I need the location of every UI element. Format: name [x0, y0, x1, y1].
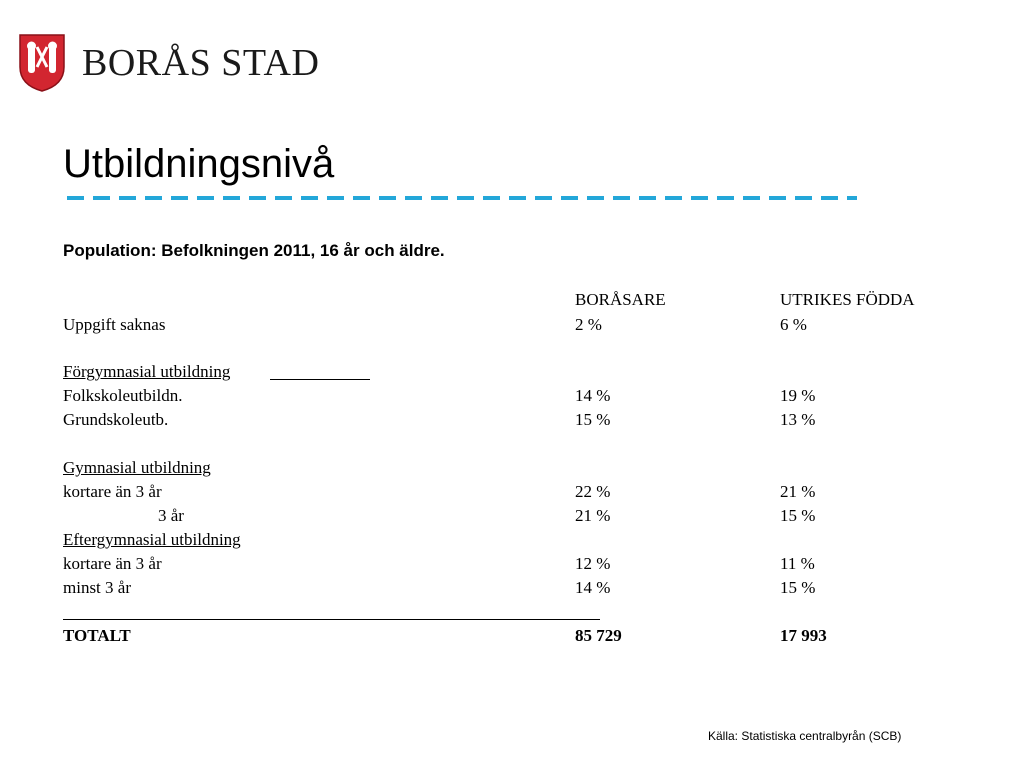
row-label: Folkskoleutbildn. [63, 386, 183, 405]
row-value-boras: 14 % [575, 578, 611, 597]
section-heading-post-secondary: Eftergymnasial utbildning [63, 530, 241, 549]
slide-title: Utbildningsnivå [63, 142, 335, 186]
row-value-boras: 12 % [575, 554, 611, 573]
logo-text: BORÅS STAD [82, 42, 320, 84]
row-value-foreign: 21 % [780, 482, 816, 501]
row-value-foreign: 13 % [780, 410, 816, 429]
row-value-boras: 2 % [575, 315, 602, 334]
coat-of-arms-icon [18, 33, 66, 93]
row-value-boras: 21 % [575, 506, 611, 525]
row-value-foreign: 11 % [780, 554, 815, 573]
header-borasare: BORÅSARE [575, 290, 666, 309]
row-value-boras: 22 % [575, 482, 611, 501]
total-divider [63, 619, 600, 620]
row-value-boras: 15 % [575, 410, 611, 429]
dashed-divider [67, 196, 857, 200]
section-heading-pre-secondary: Förgymnasial utbildning [63, 362, 231, 381]
row-label: Grundskoleutb. [63, 410, 169, 429]
row-label-missing: Uppgift saknas [63, 315, 166, 334]
total-value-boras: 85 729 [575, 626, 622, 645]
header-utrikes-fodda: UTRIKES FÖDDA [780, 290, 915, 309]
population-subtitle: Population: Befolkningen 2011, 16 år och äldre. [63, 241, 445, 260]
total-label: TOTALT [63, 626, 131, 645]
row-value-foreign: 6 % [780, 315, 807, 334]
row-label: minst 3 år [63, 578, 131, 597]
source-note: Källa: Statistiska centralbyrån (SCB) [708, 729, 902, 743]
row-value-foreign: 15 % [780, 506, 816, 525]
total-value-foreign: 17 993 [780, 626, 827, 645]
row-label: kortare än 3 år [63, 482, 162, 501]
row-label: 3 år [158, 506, 184, 525]
row-label: kortare än 3 år [63, 554, 162, 573]
row-value-foreign: 19 % [780, 386, 816, 405]
row-value-foreign: 15 % [780, 578, 816, 597]
section-heading-secondary: Gymnasial utbildning [63, 458, 211, 477]
boras-stad-logo [18, 33, 338, 93]
row-value-boras: 14 % [575, 386, 611, 405]
heading-underline [270, 379, 370, 380]
